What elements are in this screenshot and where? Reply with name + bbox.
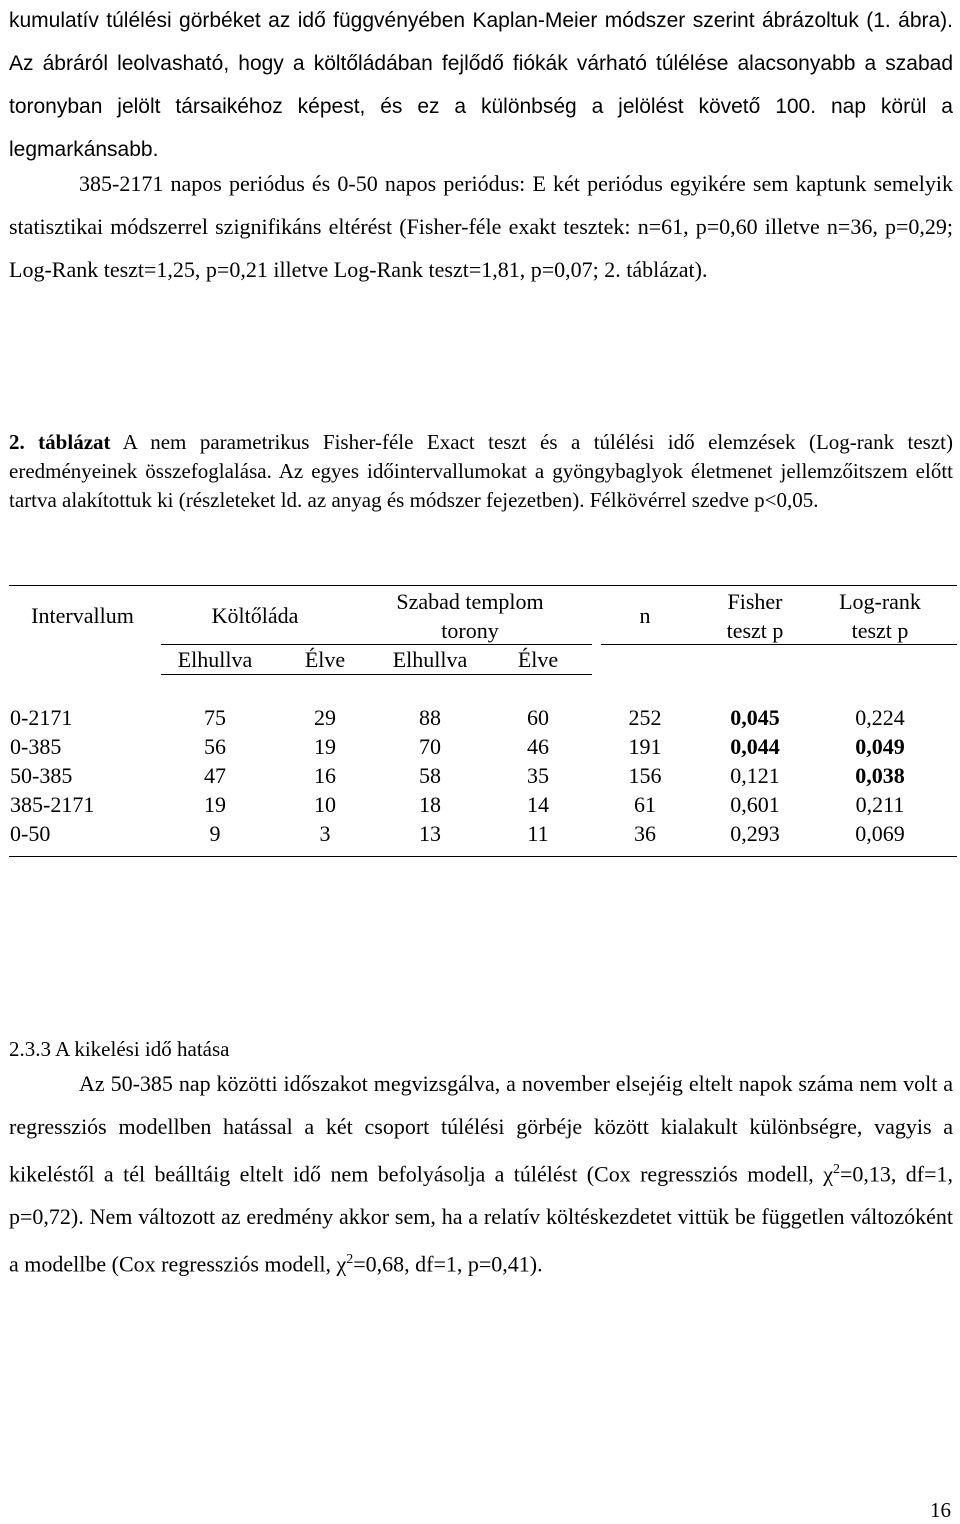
table-cell-tower-alive: 60 [527, 705, 549, 730]
header-tower-died: Elhullva [392, 647, 468, 672]
table-bottom-rule [9, 856, 957, 857]
chi-symbol: χ [823, 1161, 833, 1187]
chi-symbol: χ [336, 1251, 347, 1277]
table-cell-n: 36 [634, 821, 656, 846]
table-cell-tower-alive: 46 [527, 734, 549, 759]
para3-part3: =0,68, df=1, p=0,41). [353, 1251, 543, 1277]
table-cell-n: 156 [628, 763, 662, 788]
header-tower-line2: torony [441, 618, 499, 643]
table-cell-logrank: 0,038 [855, 763, 905, 788]
header-tower-line1: Szabad templom [396, 589, 544, 614]
header-n: n [639, 603, 651, 628]
table-cell-box-alive: 16 [314, 763, 336, 788]
table-cell-tower-died: 13 [419, 821, 441, 846]
table-cell-tower-alive: 14 [527, 792, 549, 817]
table-cell-logrank: 0,224 [855, 705, 905, 730]
table-cell-interval: 0-2171 [10, 705, 73, 730]
table-subheader-rule [161, 674, 592, 675]
header-fisher-line1: Fisher [727, 589, 783, 614]
header-logrank-line1: Log-rank [839, 589, 921, 614]
table-cell-box-died: 47 [204, 763, 226, 788]
table-cell-logrank: 0,069 [855, 821, 905, 846]
table-cell-fisher: 0,601 [730, 792, 780, 817]
table-cell-box-died: 75 [204, 705, 226, 730]
table-caption-text: A nem parametrikus Fisher-féle Exact teszt és a túlélési idő elemzések (Log-rank teszt) eredményeinek összefoglalása. Az egyes időintervallumokat a gyöngybaglyok életmenet jellemzőitszem előtt tartva alakítottuk ki (részleteket ld. az anyag és módszer fejezetben). Félkövérrel szedve p<0,05. [9, 430, 953, 512]
header-fisher-line2: teszt p [726, 618, 784, 643]
table-cell-box-died: 56 [204, 734, 226, 759]
table-cell-tower-died: 18 [419, 792, 441, 817]
header-box: Költőláda [211, 603, 299, 628]
table-caption [9, 428, 953, 515]
header-logrank-line2: teszt p [851, 618, 909, 643]
results-paragraph: 385-2171 napos periódus és 0-50 napos periódus: E két periódus egyikére sem kaptunk semelyik statisztikai módszerrel szignifikáns eltérést (Fisher-féle exakt tesztek: n=61, p=0,60 illetve n=36, p=0,29; Log-Rank teszt=1,25, p=0,21 illetve Log-Rank teszt=1,81, p=0,07; 2. táblázat). [9, 171, 953, 282]
header-box-died: Elhullva [177, 647, 253, 672]
table-cell-interval: 50-385 [10, 763, 73, 788]
table-cell-n: 191 [628, 734, 662, 759]
table-cell-tower-alive: 11 [527, 821, 549, 846]
table-cell-fisher: 0,293 [730, 821, 780, 846]
table-cell-tower-died: 58 [419, 763, 441, 788]
header-interval: Intervallum [31, 603, 134, 628]
table-cell-interval: 0-50 [10, 821, 51, 846]
page-number: 16 [930, 1498, 951, 1522]
table-top-rule [9, 585, 957, 586]
table-cell-fisher: 0,121 [730, 763, 780, 788]
table-caption-label: 2. táblázat [9, 430, 111, 454]
header-box-alive: Élve [304, 647, 346, 672]
para3-part1: Az 50-385 nap közötti időszakot megvizsgálva, a november elsejéig eltelt napok száma nem volt a regressziós modellben hatással a két csoport túlélési görbéje között kialakult különbségre, vagyis a kikeléstől a tél beálltáig eltelt idő nem befolyásolja a túlélést (Cox regressziós modell, [9, 1071, 953, 1187]
table-cell-fisher: 0,044 [730, 734, 780, 759]
table-cell-tower-alive: 35 [527, 763, 549, 788]
table-cell-n: 61 [634, 792, 656, 817]
table-cell-logrank: 0,211 [855, 792, 905, 817]
table-cell-box-alive: 29 [314, 705, 336, 730]
table-cell-box-alive: 3 [319, 821, 331, 846]
para3-part2: =0,13, df=1, p=0,72). Nem változott az eredmény akkor sem, ha a relatív költéskezdetet vittük be független változóként a modellbe (Cox regressziós modell, [9, 1161, 953, 1277]
table-cell-box-died: 19 [204, 792, 226, 817]
table-cell-box-alive: 19 [314, 734, 336, 759]
table-cell-interval: 0-385 [10, 734, 62, 759]
table-cell-tower-died: 88 [419, 705, 441, 730]
table-cell-box-died: 9 [209, 821, 221, 846]
superscript-2: 2 [832, 1162, 840, 1177]
table-cell-interval: 385-2171 [10, 792, 95, 817]
intro-paragraph: kumulatív túlélési görbéket az idő függvényében Kaplan-Meier módszer szerint ábrázoltuk (1. ábra). Az ábráról leolvasható, hogy a költőládában fejlődő fiókák várható túlélése alacsonyabb a szabad toronyban jelölt társaikéhoz képest, és ez a különbség a jelölést követő 100. nap körül a legmarkánsabb. [9, 9, 953, 161]
table-cell-box-alive: 10 [314, 792, 336, 817]
table-cell-n: 252 [628, 705, 662, 730]
table-cell-fisher: 0,045 [730, 705, 780, 730]
hatching-time-paragraph [9, 1062, 953, 1286]
table-cell-logrank: 0,049 [855, 734, 905, 759]
superscript-2: 2 [346, 1252, 354, 1268]
table-cell-tower-died: 70 [419, 734, 441, 759]
header-tower-alive: Élve [517, 647, 559, 672]
section-heading: 2.3.3 A kikelési idő hatása [9, 1037, 230, 1061]
